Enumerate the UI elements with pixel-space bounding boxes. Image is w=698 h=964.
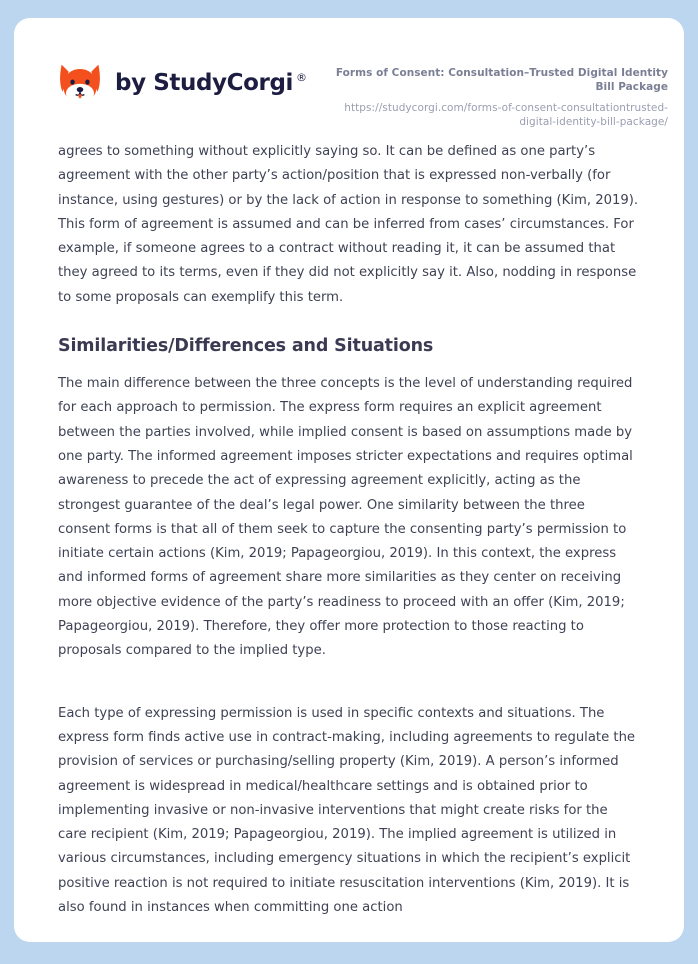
- document-header: [14, 18, 684, 140]
- document-source-url[interactable]: https://studycorgi.com/forms-of-consent-consultationtrusted-digital-identity-bill-package/: [344, 102, 668, 128]
- document-page: [14, 18, 684, 942]
- header-meta: [328, 66, 668, 129]
- registered-trademark-symbol: ®: [296, 71, 307, 85]
- document-body: [14, 140, 684, 920]
- corgi-face-logo-icon: [58, 62, 102, 104]
- section-heading-similarities: Similarities/Differences and Situations: [58, 336, 434, 357]
- paragraph-spacer: [58, 688, 640, 702]
- paragraph-2: The main difference between the three concepts is the level of understanding required for each approach to permission. The express form requires an explicit agreement between the parties involved, while implied consent is based on assumptions made by one party. The informed agreement imposes stricter expectations and requires optimal awareness to precede the act of expressing agreement explicitly, acting as the strongest guarantee of the deal’s legal power. One similarity between the three consent forms is that all of them seek to capture the consenting party’s permission to initiate certain actions (Kim, 2019; Papageorgiou, 2019). In this context, the express and informed forms of agreement share more similarities as they center on receiving more objective evidence of the party’s readiness to proceed with an offer (Kim, 2019; Papageorgiou, 2019). Therefore, they offer more protection to those reacting to proposals compared to the implied type.: [58, 376, 633, 659]
- brand-name: by StudyCorgi: [115, 70, 294, 96]
- paragraph-1: agrees to something without explicitly saying so. It can be defined as one party’s agreement with the other party’s action/position that is expressed non-verbally (for instance, using gestures) or by the lack of action in response to something (Kim, 2019). This form of agreement is assumed and can be inferred from cases’ circumstances. For example, if someone agrees to a contract without reading it, it can be assumed that they agreed to its terms, even if they did not explicitly say it. Also, nodding in response to some proposals can exemplify this term.: [58, 144, 639, 305]
- paragraph-3: Each type of expressing permission is used in specific contexts and situations. The express form finds active use in contract-making, including agreements to regulate the provision of services or purchasing/selling property (Kim, 2019). A person’s informed agreement is widespread in medical/healthcare settings and is obtained prior to implementing invasive or non-invasive interventions that might create risks for the care recipient (Kim, 2019; Papageorgiou, 2019). The implied agreement is utilized in various circumstances, including emergency situations in which the recipient’s explicit positive reaction is not required to initiate resuscitation interventions (Kim, 2019). It is also found in instances when committing one action: [58, 705, 636, 916]
- document-title: Forms of Consent: Consultation–Trusted Digital Identity Bill Package: [335, 67, 668, 93]
- brand-name-wrap: [115, 70, 307, 96]
- brand-logo[interactable]: [58, 62, 307, 104]
